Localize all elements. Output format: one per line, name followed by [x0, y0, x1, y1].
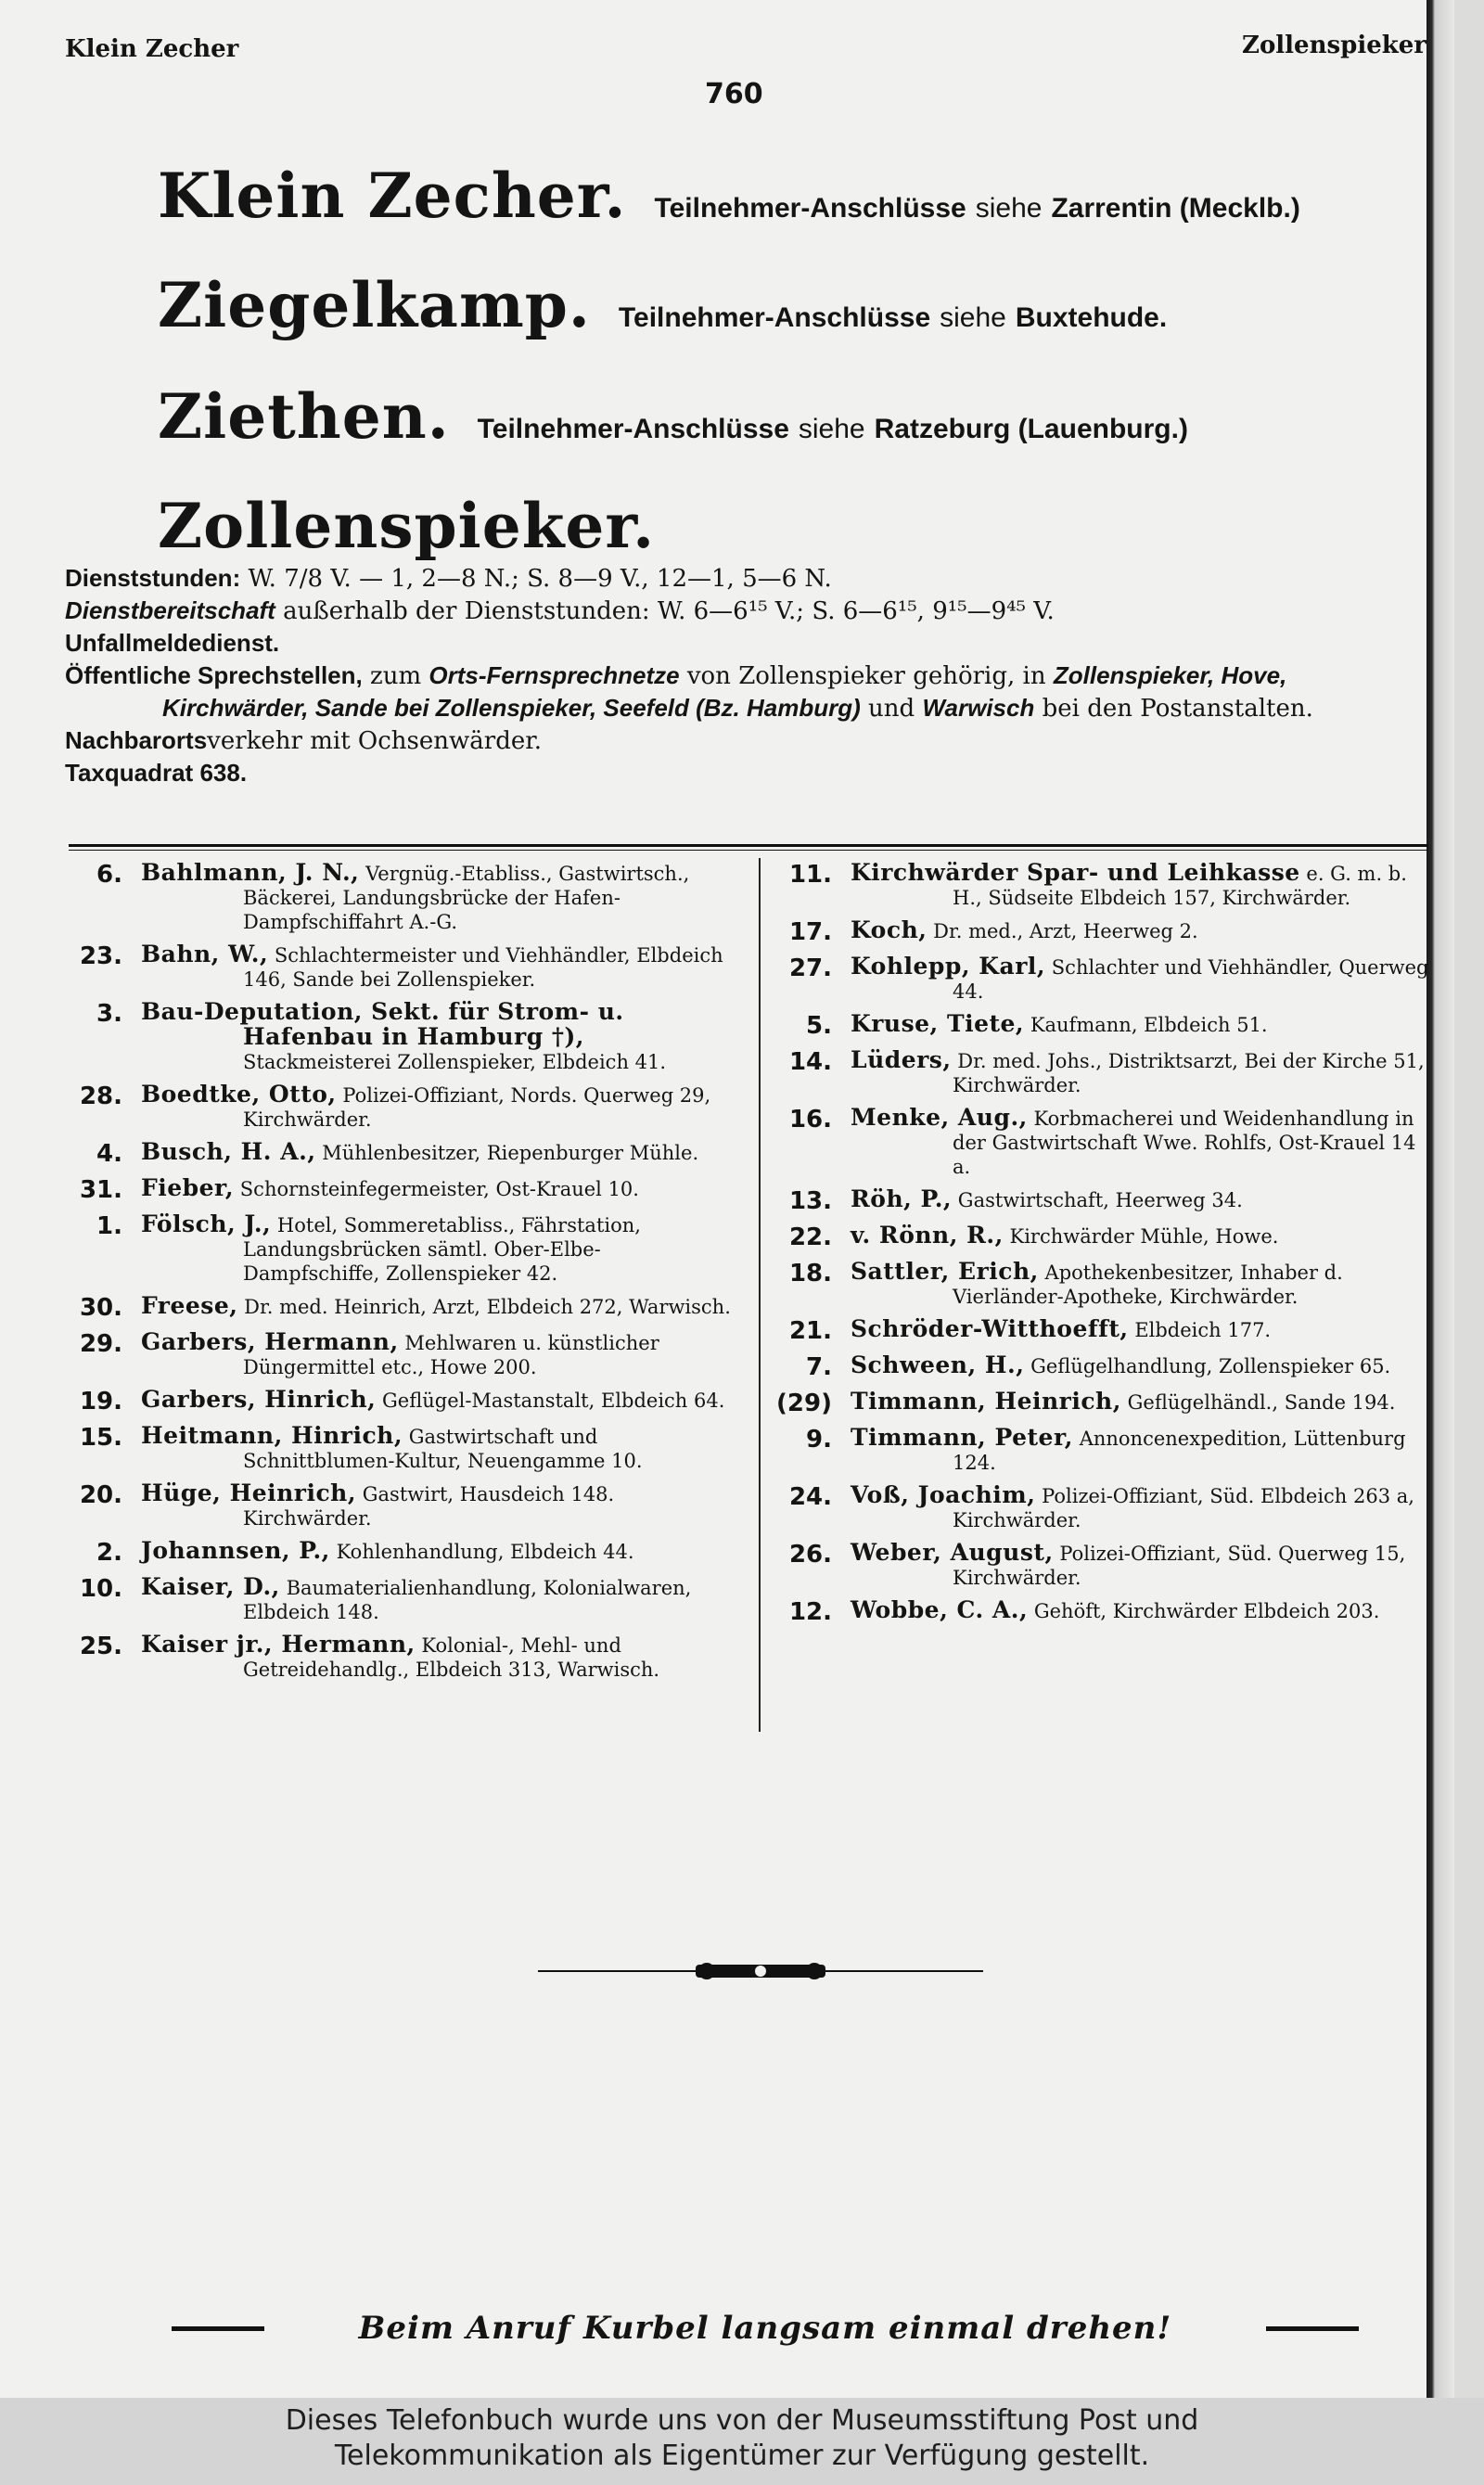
- subscriber-details: [851, 1353, 1438, 1381]
- subscriber-entry: [774, 1223, 1438, 1251]
- subscriber-entry: [65, 1000, 737, 1074]
- neighbor-traffic-line: [65, 724, 1438, 757]
- standby-line: [65, 595, 1438, 627]
- subscriber-details: [851, 1541, 1438, 1590]
- subscriber-number: 4.: [96, 1140, 122, 1168]
- place-heading-ziethen: [158, 380, 1188, 453]
- public-phones-text: von Zollenspieker gehörig, in: [686, 662, 1046, 690]
- subscriber-entry: [774, 1541, 1438, 1590]
- public-phones-line-2: [65, 692, 1438, 724]
- subscriber-entry: [774, 1483, 1438, 1532]
- reference-target: Zarrentin (Mecklb.): [1051, 193, 1300, 224]
- public-phones-places: Zollenspieker, Hove,: [1053, 661, 1287, 689]
- subscriber-name: Freese,: [141, 1292, 238, 1319]
- subscriber-name: Kaiser jr., Hermann,: [141, 1631, 416, 1658]
- column-divider: [759, 858, 761, 1732]
- subscriber-entry: [774, 1426, 1438, 1475]
- subscriber-name: Heitmann, Hinrich,: [141, 1422, 403, 1449]
- subscriber-name: Kaiser, D.,: [141, 1573, 280, 1600]
- subscriber-number: 25.: [79, 1633, 122, 1660]
- subscriber-details: [851, 1483, 1438, 1532]
- subscriber-entry: [65, 1539, 737, 1567]
- subscriber-name: Bahn, W.,: [141, 941, 269, 967]
- subscriber-entry: [774, 1106, 1438, 1179]
- subscriber-name: Kruse, Tiete,: [851, 1010, 1025, 1037]
- subscriber-description: Schornsteinfegermeister, Ost-Krauel 10.: [239, 1178, 639, 1200]
- subscriber-description: Stackmeisterei Zollenspieker, Elbdeich 41.: [243, 1051, 667, 1073]
- subscriber-number: 13.: [788, 1187, 832, 1215]
- subscriber-entry: [65, 1212, 737, 1286]
- subscriber-details: [141, 1176, 737, 1204]
- subscriber-entry: [65, 1330, 737, 1379]
- subscriber-number: (29): [776, 1390, 832, 1417]
- reference-target: Ratzeburg (Lauenburg.): [874, 414, 1188, 444]
- subscriber-number: 14.: [788, 1048, 832, 1076]
- subscriber-number: 29.: [79, 1330, 122, 1358]
- subscriber-description: Annoncenexpedition, Lüttenburg 124.: [953, 1428, 1406, 1474]
- place-reference: [619, 302, 1167, 334]
- subscriber-details: [141, 861, 737, 934]
- subscriber-number: 2.: [96, 1539, 122, 1567]
- subscriber-entry: [774, 1260, 1438, 1309]
- subscriber-details: [141, 942, 737, 992]
- public-phones-network: Orts-Fernsprechnetze: [429, 661, 680, 689]
- accident-service-line: [65, 627, 1438, 660]
- subscriber-details: [851, 1012, 1438, 1040]
- decorative-ornament: [538, 1957, 983, 1985]
- subscriber-entry: [774, 1048, 1438, 1097]
- neighbor-traffic-label: Nachbarorts: [65, 726, 208, 754]
- subscriber-description: Mühlenbesitzer, Riepenburger Mühle.: [322, 1142, 699, 1164]
- place-name: Ziegelkamp.: [158, 269, 591, 341]
- subscriber-list-right: [774, 861, 1438, 1634]
- credit-line-1: Dieses Telefonbuch wurde uns von der Museumsstiftung Post und: [285, 2404, 1199, 2437]
- subscriber-details: [141, 1082, 737, 1132]
- subscriber-description: Dr. med. Heinrich, Arzt, Elbdeich 272, Warwisch.: [244, 1296, 731, 1318]
- subscriber-description: Polizei-Offiziant, Nords. Querweg 29, Kirchwärder.: [243, 1084, 711, 1131]
- place-name: Ziethen.: [158, 380, 450, 453]
- subscriber-description: Schlachtermeister und Viehhändler, Elbdeich 146, Sande bei Zollenspieker.: [243, 944, 723, 991]
- subscriber-number: 27.: [788, 954, 832, 982]
- running-header-left: Klein Zecher: [65, 35, 239, 63]
- subscriber-list-left: [65, 861, 737, 1690]
- reference-label: Teilnehmer-Anschlüsse: [618, 302, 931, 333]
- public-phones-places: Warwisch: [922, 694, 1035, 722]
- subscriber-description: Gastwirtschaft, Heerweg 34.: [957, 1189, 1243, 1211]
- subscriber-description: e. G. m. b. H., Südseite Elbdeich 157, Kirchwärder.: [953, 863, 1407, 909]
- subscriber-description: Dr. med. Johs., Distriktsarzt, Bei der Kirche 51, Kirchwärder.: [953, 1050, 1425, 1096]
- subscriber-number: 24.: [788, 1483, 832, 1511]
- subscriber-description: Gastwirt, Hausdeich 148. Kirchwärder.: [243, 1483, 615, 1530]
- subscriber-number: 31.: [79, 1176, 122, 1204]
- subscriber-number: 1.: [96, 1212, 122, 1240]
- subscriber-number: 17.: [788, 918, 832, 946]
- subscriber-description: Mehlwaren u. künstlicher Düngermittel etc., Howe 200.: [243, 1332, 659, 1378]
- neighbor-traffic-text: verkehr mit Ochsenwärder.: [207, 727, 543, 755]
- subscriber-name: Weber, August,: [851, 1539, 1054, 1566]
- subscriber-number: 11.: [788, 861, 832, 889]
- subscriber-details: [141, 1481, 737, 1531]
- subscriber-description: Schlachter und Viehhändler, Querweg 44.: [953, 956, 1429, 1003]
- subscriber-name: Johannsen, P.,: [141, 1537, 330, 1564]
- subscriber-details: [141, 1424, 737, 1473]
- subscriber-name: Timmann, Heinrich,: [851, 1388, 1121, 1415]
- subscriber-details: [851, 861, 1438, 910]
- place-reference: [478, 414, 1188, 445]
- subscriber-number: 7.: [806, 1353, 832, 1381]
- subscriber-entry: [65, 942, 737, 992]
- subscriber-details: [141, 1140, 737, 1168]
- service-hours-text: W. 7/8 V. — 1, 2—8 N.; S. 8—9 V., 12—1, 5—6 N.: [248, 565, 832, 593]
- subscriber-number: 15.: [79, 1424, 122, 1452]
- subscriber-number: 18.: [788, 1260, 832, 1287]
- footer-rule-left: [172, 2326, 264, 2331]
- subscriber-details: [851, 1048, 1438, 1097]
- place-reference: [655, 193, 1300, 224]
- subscriber-description: Kolonial-, Mehl- und Getreidehandlg., Elbdeich 313, Warwisch.: [243, 1634, 660, 1681]
- subscriber-entry: [65, 1294, 737, 1322]
- subscriber-entry: [65, 1388, 737, 1415]
- subscriber-name: Wobbe, C. A.,: [851, 1596, 1029, 1623]
- place-heading-zollenspieker: [158, 490, 655, 562]
- subscriber-number: 10.: [79, 1575, 122, 1603]
- subscriber-name: Garbers, Hermann,: [141, 1328, 399, 1355]
- subscriber-entry: [65, 1176, 737, 1204]
- subscriber-details: [141, 1330, 737, 1379]
- subscriber-entry: [774, 1012, 1438, 1040]
- place-name: Zollenspieker.: [158, 490, 656, 562]
- subscriber-description: Gehöft, Kirchwärder Elbdeich 203.: [1033, 1600, 1380, 1622]
- subscriber-number: 20.: [79, 1481, 122, 1509]
- subscriber-description: Geflügelhändl., Sande 194.: [1127, 1391, 1396, 1414]
- subscriber-entry: [774, 1317, 1438, 1345]
- page-number: 760: [705, 78, 763, 110]
- subscriber-entry: [774, 1187, 1438, 1215]
- running-header-right: Zollenspieker: [1241, 32, 1426, 59]
- subscriber-details: [141, 1633, 737, 1682]
- tax-square: Taxquadrat 638.: [65, 759, 248, 787]
- reference-label: Teilnehmer-Anschlüsse: [477, 414, 789, 444]
- subscriber-details: [141, 1000, 737, 1074]
- subscriber-entry: [65, 1082, 737, 1132]
- subscriber-entry: [774, 861, 1438, 910]
- service-hours-label: Dienststunden:: [65, 564, 241, 592]
- subscriber-number: 23.: [79, 942, 122, 970]
- subscriber-description: Hotel, Sommeretabliss., Fährstation, Landungsbrücken sämtl. Ober-Elbe-Dampfschiffe, Zollenspieker 42.: [243, 1214, 641, 1285]
- subscriber-number: 30.: [79, 1294, 122, 1322]
- subscriber-description: Baumaterialienhandlung, Kolonialwaren, Elbdeich 148.: [243, 1577, 692, 1623]
- crank-instruction: [172, 2310, 1359, 2347]
- subscriber-description: Kirchwärder Mühle, Howe.: [1009, 1225, 1279, 1248]
- public-phones-places: Kirchwärder, Sande bei Zollenspieker, Seefeld (Bz. Hamburg): [162, 694, 861, 722]
- subscriber-description: Geflügelhandlung, Zollenspieker 65.: [1030, 1355, 1391, 1377]
- crank-instruction-text: Beim Anruf Kurbel langsam einmal drehen!: [358, 2310, 1172, 2347]
- subscriber-entry: [774, 1598, 1438, 1626]
- subscriber-name: Sattler, Erich,: [851, 1258, 1039, 1285]
- next-page-strip: [1454, 0, 1484, 2398]
- subscriber-details: [851, 1390, 1438, 1417]
- subscriber-description: Geflügel-Mastanstalt, Elbdeich 64.: [382, 1390, 725, 1412]
- subscriber-name: Schröder-Witthoefft,: [851, 1315, 1129, 1342]
- section-rule: [69, 850, 1428, 851]
- public-phones-text: und: [868, 695, 915, 723]
- subscriber-name: Kirchwärder Spar- und Leihkasse: [851, 859, 1300, 886]
- subscriber-name: Busch, H. A.,: [141, 1138, 316, 1165]
- service-hours-line: [65, 562, 1438, 595]
- subscriber-name: Boedtke, Otto,: [141, 1081, 337, 1108]
- place-name: Klein Zecher.: [158, 160, 627, 232]
- subscriber-number: 19.: [79, 1388, 122, 1415]
- subscriber-number: 3.: [96, 1000, 122, 1028]
- subscriber-name: Lüders,: [851, 1046, 952, 1073]
- subscriber-number: 16.: [788, 1106, 832, 1134]
- subscriber-details: [851, 1106, 1438, 1179]
- subscriber-details: [141, 1212, 737, 1286]
- reference-see: siehe: [975, 193, 1043, 224]
- subscriber-details: [851, 1598, 1438, 1626]
- subscriber-name: Fölsch, J.,: [141, 1210, 272, 1237]
- subscriber-entry: [65, 1424, 737, 1473]
- subscriber-name: Garbers, Hinrich,: [141, 1386, 377, 1413]
- subscriber-number: 6.: [96, 861, 122, 889]
- subscriber-name: Bau-Deputation, Sekt. für Strom- u. Hafenbau in Hamburg †),: [141, 998, 624, 1050]
- subscriber-details: [851, 1260, 1438, 1309]
- subscriber-description: Korbmacherei und Weidenhandlung in der Gastwirtschaft Wwe. Rohlfs, Ost-Krauel 14 a.: [953, 1108, 1416, 1178]
- subscriber-name: Timmann, Peter,: [851, 1424, 1074, 1451]
- subscriber-details: [141, 1575, 737, 1624]
- subscriber-description: Kohlenhandlung, Elbdeich 44.: [336, 1541, 634, 1563]
- subscriber-entry: [774, 1390, 1438, 1417]
- subscriber-entry: [774, 918, 1438, 946]
- subscriber-name: Kohlepp, Karl,: [851, 953, 1046, 980]
- subscriber-number: 12.: [788, 1598, 832, 1626]
- subscriber-entry: [65, 1575, 737, 1624]
- public-phones-text: bei den Postanstalten.: [1042, 695, 1313, 723]
- subscriber-name: Koch,: [851, 916, 928, 943]
- subscriber-details: [851, 1223, 1438, 1251]
- subscriber-number: 9.: [806, 1426, 832, 1454]
- subscriber-name: Fieber,: [141, 1174, 235, 1201]
- subscriber-number: 26.: [788, 1541, 832, 1569]
- museum-credit-banner: [0, 2398, 1484, 2485]
- reference-see: siehe: [940, 302, 1006, 333]
- reference-see: siehe: [798, 414, 865, 444]
- subscriber-details: [851, 954, 1438, 1004]
- place-heading-ziegelkamp: [158, 269, 1167, 341]
- subscriber-description: Gastwirtschaft und Schnittblumen-Kultur, Neuengamme 10.: [243, 1426, 643, 1472]
- public-phones-text: zum: [370, 662, 422, 690]
- subscriber-details: [141, 1388, 737, 1415]
- subscriber-description: Apothekenbesitzer, Inhaber d. Vierländer-Apotheke, Kirchwärder.: [953, 1262, 1343, 1308]
- subscriber-name: Röh, P.,: [851, 1185, 953, 1212]
- subscriber-details: [851, 1426, 1438, 1475]
- subscriber-description: Kaufmann, Elbdeich 51.: [1030, 1014, 1268, 1036]
- subscriber-entry: [65, 1633, 737, 1682]
- exchange-info: [65, 562, 1438, 789]
- subscriber-name: Hüge, Heinrich,: [141, 1479, 357, 1506]
- subscriber-details: [141, 1294, 737, 1322]
- subscriber-entry: [774, 954, 1438, 1004]
- subscriber-entry: [65, 861, 737, 934]
- subscriber-details: [851, 918, 1438, 946]
- place-heading-klein-zecher: [158, 160, 1300, 232]
- subscriber-name: v. Rönn, R.,: [851, 1222, 1004, 1249]
- section-rule: [69, 844, 1428, 847]
- standby-text: außerhalb der Dienststunden: W. 6—6¹⁵ V.; S. 6—6¹⁵, 9¹⁵—9⁴⁵ V.: [283, 597, 1055, 625]
- public-phones-label: Öffentliche Sprechstellen,: [65, 661, 363, 689]
- subscriber-name: Bahlmann, J. N.,: [141, 859, 360, 886]
- reference-target: Buxtehude.: [1015, 302, 1168, 333]
- public-phones-line: [65, 660, 1438, 692]
- subscriber-number: 21.: [788, 1317, 832, 1345]
- subscriber-number: 22.: [788, 1223, 832, 1251]
- subscriber-details: [851, 1317, 1438, 1345]
- subscriber-details: [851, 1187, 1438, 1215]
- subscriber-entry: [65, 1481, 737, 1531]
- subscriber-description: Vergnüg.-Etabliss., Gastwirtsch., Bäckerei, Landungsbrücke der Hafen-Dampfschiffahrt A.-G.: [243, 863, 690, 933]
- subscriber-description: Polizei-Offiziant, Süd. Elbdeich 263 a, Kirchwärder.: [953, 1485, 1414, 1531]
- reference-label: Teilnehmer-Anschlüsse: [654, 193, 966, 224]
- accident-service-label: Unfallmeldedienst.: [65, 629, 280, 657]
- standby-label: Dienstbereitschaft: [65, 596, 275, 624]
- subscriber-details: [141, 1539, 737, 1567]
- footer-rule-right: [1266, 2326, 1359, 2331]
- subscriber-description: Dr. med., Arzt, Heerweg 2.: [933, 920, 1198, 942]
- subscriber-description: Polizei-Offiziant, Süd. Querweg 15, Kirchwärder.: [953, 1543, 1406, 1589]
- subscriber-number: 28.: [79, 1082, 122, 1110]
- tax-square-line: [65, 757, 1438, 789]
- credit-line-2: Telekommunikation als Eigentümer zur Verfügung gestellt.: [334, 2440, 1150, 2472]
- subscriber-entry: [65, 1140, 737, 1168]
- subscriber-name: Voß, Joachim,: [851, 1481, 1036, 1508]
- subscriber-entry: [774, 1353, 1438, 1381]
- subscriber-description: Elbdeich 177.: [1134, 1319, 1272, 1341]
- subscriber-name: Menke, Aug.,: [851, 1104, 1028, 1131]
- subscriber-number: 5.: [806, 1012, 832, 1040]
- subscriber-name: Schween, H.,: [851, 1351, 1025, 1378]
